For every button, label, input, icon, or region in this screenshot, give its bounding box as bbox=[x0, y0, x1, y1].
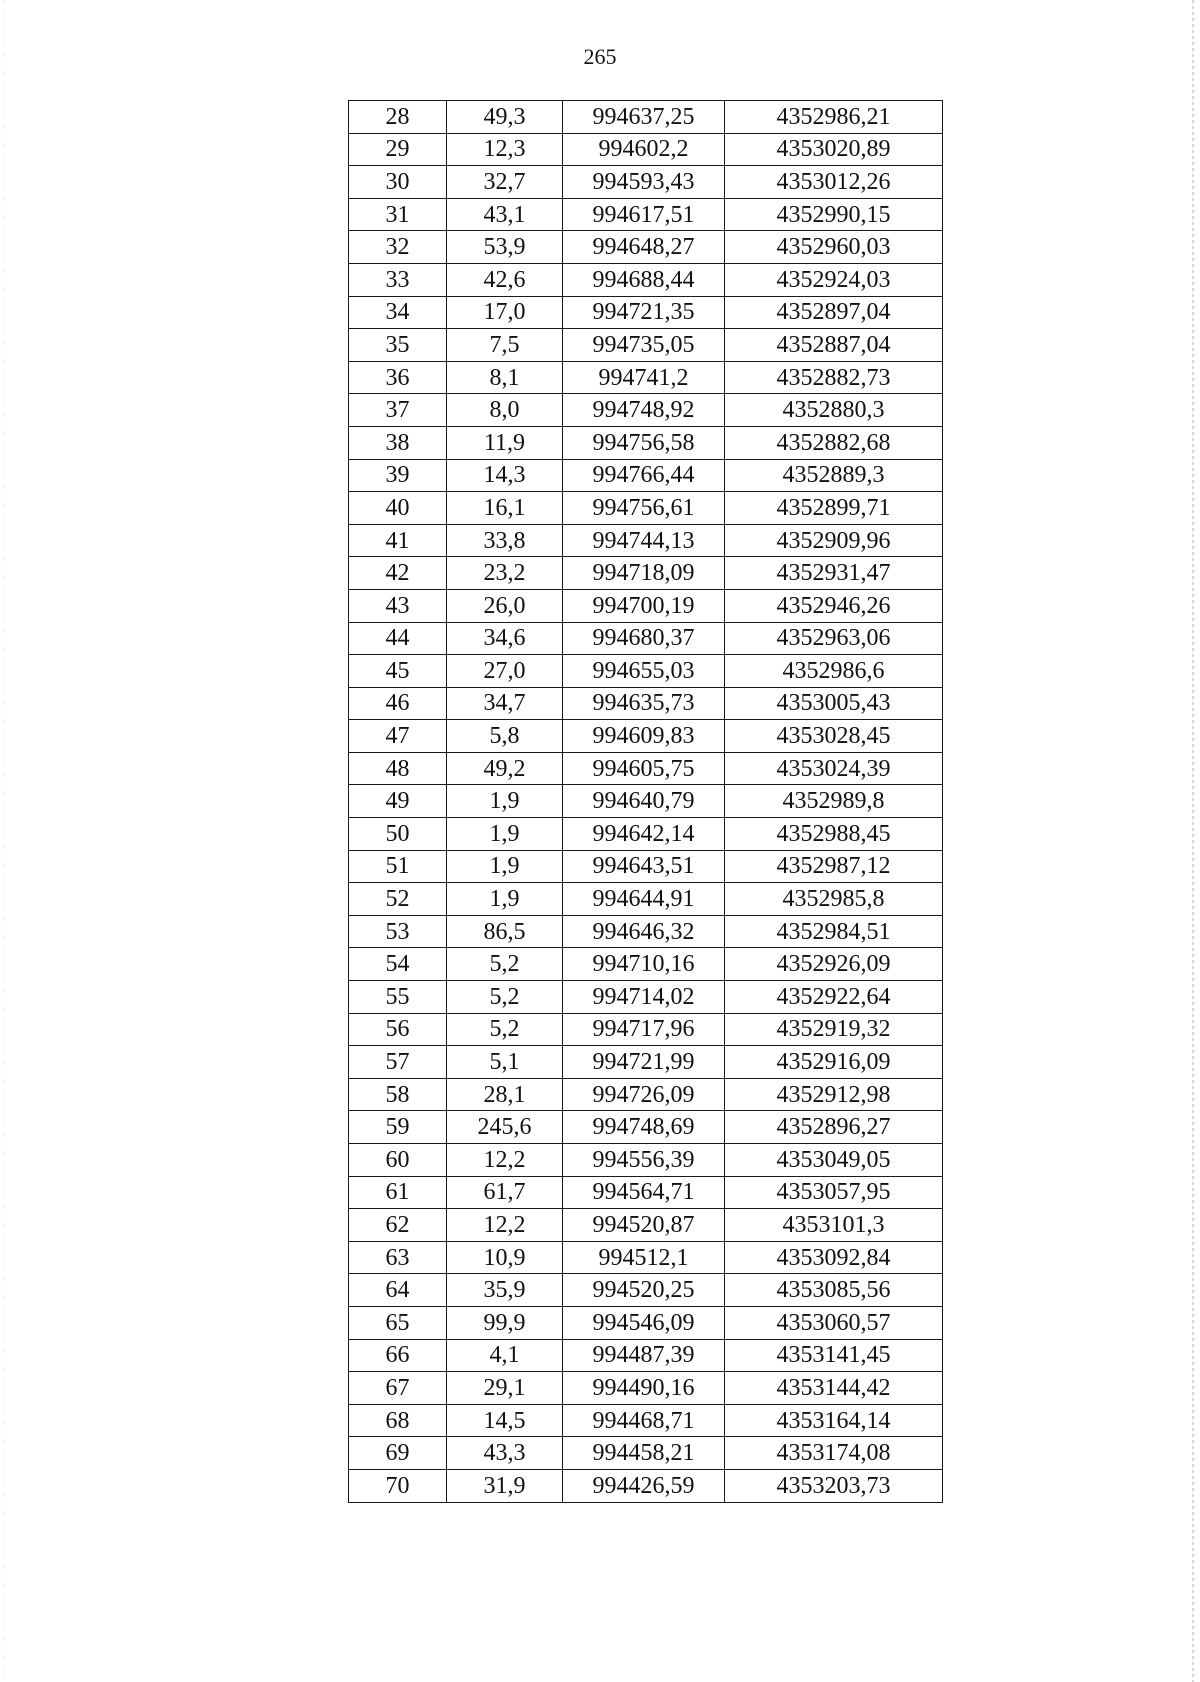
y-coordinate-cell: 4352889,3 bbox=[725, 459, 943, 492]
y-coordinate-cell: 4353141,45 bbox=[725, 1339, 943, 1372]
segment-length-cell: 5,2 bbox=[447, 1013, 563, 1046]
y-coordinate-cell: 4353024,39 bbox=[725, 752, 943, 785]
x-coordinate-cell: 994643,51 bbox=[563, 850, 725, 883]
segment-length-cell: 5,8 bbox=[447, 720, 563, 753]
segment-length-cell: 11,9 bbox=[447, 426, 563, 459]
point-number-cell: 51 bbox=[349, 850, 447, 883]
x-coordinate-cell: 994710,16 bbox=[563, 948, 725, 981]
x-coordinate-cell: 994487,39 bbox=[563, 1339, 725, 1372]
x-coordinate-cell: 994756,61 bbox=[563, 492, 725, 525]
point-number-cell: 54 bbox=[349, 948, 447, 981]
table-row bbox=[349, 720, 943, 753]
x-coordinate-cell: 994605,75 bbox=[563, 752, 725, 785]
y-coordinate-cell: 4352899,71 bbox=[725, 492, 943, 525]
table-row bbox=[349, 524, 943, 557]
point-number-cell: 36 bbox=[349, 361, 447, 394]
point-number-cell: 34 bbox=[349, 296, 447, 329]
segment-length-cell: 31,9 bbox=[447, 1469, 563, 1502]
y-coordinate-cell: 4352963,06 bbox=[725, 622, 943, 655]
segment-length-cell: 10,9 bbox=[447, 1241, 563, 1274]
table-row bbox=[349, 1078, 943, 1111]
segment-length-cell: 1,9 bbox=[447, 785, 563, 818]
segment-length-cell: 12,2 bbox=[447, 1144, 563, 1177]
table-row bbox=[349, 426, 943, 459]
x-coordinate-cell: 994648,27 bbox=[563, 231, 725, 264]
segment-length-cell: 42,6 bbox=[447, 263, 563, 296]
segment-length-cell: 35,9 bbox=[447, 1274, 563, 1307]
y-coordinate-cell: 4352896,27 bbox=[725, 1111, 943, 1144]
table-row bbox=[349, 850, 943, 883]
segment-length-cell: 28,1 bbox=[447, 1078, 563, 1111]
x-coordinate-cell: 994617,51 bbox=[563, 198, 725, 231]
table-row bbox=[349, 948, 943, 981]
point-number-cell: 39 bbox=[349, 459, 447, 492]
point-number-cell: 28 bbox=[349, 101, 447, 134]
point-number-cell: 40 bbox=[349, 492, 447, 525]
y-coordinate-cell: 4353101,3 bbox=[725, 1209, 943, 1242]
segment-length-cell: 33,8 bbox=[447, 524, 563, 557]
y-coordinate-cell: 4352926,09 bbox=[725, 948, 943, 981]
y-coordinate-cell: 4353174,08 bbox=[725, 1437, 943, 1470]
table-row bbox=[349, 1339, 943, 1372]
y-coordinate-cell: 4352882,68 bbox=[725, 426, 943, 459]
point-number-cell: 47 bbox=[349, 720, 447, 753]
x-coordinate-cell: 994756,58 bbox=[563, 426, 725, 459]
segment-length-cell: 5,2 bbox=[447, 948, 563, 981]
x-coordinate-cell: 994718,09 bbox=[563, 557, 725, 590]
y-coordinate-cell: 4353012,26 bbox=[725, 166, 943, 199]
segment-length-cell: 8,0 bbox=[447, 394, 563, 427]
segment-length-cell: 29,1 bbox=[447, 1372, 563, 1405]
segment-length-cell: 61,7 bbox=[447, 1176, 563, 1209]
segment-length-cell: 1,9 bbox=[447, 818, 563, 851]
table-row bbox=[349, 1013, 943, 1046]
point-number-cell: 44 bbox=[349, 622, 447, 655]
table-row bbox=[349, 1437, 943, 1470]
x-coordinate-cell: 994458,21 bbox=[563, 1437, 725, 1470]
point-number-cell: 32 bbox=[349, 231, 447, 264]
point-number-cell: 45 bbox=[349, 655, 447, 688]
coordinates-table-container bbox=[348, 100, 942, 1503]
y-coordinate-cell: 4353203,73 bbox=[725, 1469, 943, 1502]
segment-length-cell: 32,7 bbox=[447, 166, 563, 199]
point-number-cell: 63 bbox=[349, 1241, 447, 1274]
table-row bbox=[349, 1469, 943, 1502]
x-coordinate-cell: 994655,03 bbox=[563, 655, 725, 688]
segment-length-cell: 17,0 bbox=[447, 296, 563, 329]
y-coordinate-cell: 4352931,47 bbox=[725, 557, 943, 590]
point-number-cell: 29 bbox=[349, 133, 447, 166]
table-row bbox=[349, 1372, 943, 1405]
point-number-cell: 68 bbox=[349, 1404, 447, 1437]
x-coordinate-cell: 994748,92 bbox=[563, 394, 725, 427]
segment-length-cell: 27,0 bbox=[447, 655, 563, 688]
point-number-cell: 57 bbox=[349, 1046, 447, 1079]
y-coordinate-cell: 4352989,8 bbox=[725, 785, 943, 818]
point-number-cell: 64 bbox=[349, 1274, 447, 1307]
table-row bbox=[349, 101, 943, 134]
x-coordinate-cell: 994556,39 bbox=[563, 1144, 725, 1177]
point-number-cell: 55 bbox=[349, 981, 447, 1014]
x-coordinate-cell: 994688,44 bbox=[563, 263, 725, 296]
table-row bbox=[349, 198, 943, 231]
point-number-cell: 58 bbox=[349, 1078, 447, 1111]
table-row bbox=[349, 981, 943, 1014]
y-coordinate-cell: 4352986,21 bbox=[725, 101, 943, 134]
table-row bbox=[349, 1111, 943, 1144]
x-coordinate-cell: 994564,71 bbox=[563, 1176, 725, 1209]
segment-length-cell: 5,2 bbox=[447, 981, 563, 1014]
table-row bbox=[349, 1404, 943, 1437]
x-coordinate-cell: 994741,2 bbox=[563, 361, 725, 394]
x-coordinate-cell: 994744,13 bbox=[563, 524, 725, 557]
y-coordinate-cell: 4352916,09 bbox=[725, 1046, 943, 1079]
segment-length-cell: 26,0 bbox=[447, 589, 563, 622]
point-number-cell: 37 bbox=[349, 394, 447, 427]
table-row bbox=[349, 818, 943, 851]
table-row bbox=[349, 883, 943, 916]
segment-length-cell: 16,1 bbox=[447, 492, 563, 525]
x-coordinate-cell: 994546,09 bbox=[563, 1306, 725, 1339]
y-coordinate-cell: 4352984,51 bbox=[725, 915, 943, 948]
y-coordinate-cell: 4352988,45 bbox=[725, 818, 943, 851]
point-number-cell: 61 bbox=[349, 1176, 447, 1209]
y-coordinate-cell: 4353092,84 bbox=[725, 1241, 943, 1274]
segment-length-cell: 34,7 bbox=[447, 687, 563, 720]
y-coordinate-cell: 4352912,98 bbox=[725, 1078, 943, 1111]
table-row bbox=[349, 1176, 943, 1209]
table-row bbox=[349, 394, 943, 427]
x-coordinate-cell: 994640,79 bbox=[563, 785, 725, 818]
table-row bbox=[349, 1046, 943, 1079]
table-row bbox=[349, 785, 943, 818]
coordinates-table-body bbox=[349, 101, 943, 1503]
x-coordinate-cell: 994644,91 bbox=[563, 883, 725, 916]
y-coordinate-cell: 4353085,56 bbox=[725, 1274, 943, 1307]
segment-length-cell: 12,2 bbox=[447, 1209, 563, 1242]
y-coordinate-cell: 4352882,73 bbox=[725, 361, 943, 394]
x-coordinate-cell: 994700,19 bbox=[563, 589, 725, 622]
x-coordinate-cell: 994642,14 bbox=[563, 818, 725, 851]
point-number-cell: 35 bbox=[349, 329, 447, 362]
table-row bbox=[349, 1241, 943, 1274]
x-coordinate-cell: 994766,44 bbox=[563, 459, 725, 492]
y-coordinate-cell: 4353049,05 bbox=[725, 1144, 943, 1177]
point-number-cell: 53 bbox=[349, 915, 447, 948]
y-coordinate-cell: 4353020,89 bbox=[725, 133, 943, 166]
coordinates-table bbox=[348, 100, 943, 1503]
table-row bbox=[349, 329, 943, 362]
x-coordinate-cell: 994637,25 bbox=[563, 101, 725, 134]
y-coordinate-cell: 4352922,64 bbox=[725, 981, 943, 1014]
point-number-cell: 41 bbox=[349, 524, 447, 557]
point-number-cell: 66 bbox=[349, 1339, 447, 1372]
x-coordinate-cell: 994748,69 bbox=[563, 1111, 725, 1144]
y-coordinate-cell: 4353060,57 bbox=[725, 1306, 943, 1339]
y-coordinate-cell: 4353005,43 bbox=[725, 687, 943, 720]
table-row bbox=[349, 263, 943, 296]
segment-length-cell: 1,9 bbox=[447, 850, 563, 883]
x-coordinate-cell: 994512,1 bbox=[563, 1241, 725, 1274]
segment-length-cell: 53,9 bbox=[447, 231, 563, 264]
table-row bbox=[349, 589, 943, 622]
table-row bbox=[349, 459, 943, 492]
y-coordinate-cell: 4353028,45 bbox=[725, 720, 943, 753]
x-coordinate-cell: 994490,16 bbox=[563, 1372, 725, 1405]
segment-length-cell: 49,3 bbox=[447, 101, 563, 134]
point-number-cell: 50 bbox=[349, 818, 447, 851]
x-coordinate-cell: 994717,96 bbox=[563, 1013, 725, 1046]
x-coordinate-cell: 994721,35 bbox=[563, 296, 725, 329]
segment-length-cell: 14,3 bbox=[447, 459, 563, 492]
point-number-cell: 62 bbox=[349, 1209, 447, 1242]
point-number-cell: 69 bbox=[349, 1437, 447, 1470]
y-coordinate-cell: 4352909,96 bbox=[725, 524, 943, 557]
point-number-cell: 49 bbox=[349, 785, 447, 818]
table-row bbox=[349, 231, 943, 264]
x-coordinate-cell: 994468,71 bbox=[563, 1404, 725, 1437]
segment-length-cell: 86,5 bbox=[447, 915, 563, 948]
segment-length-cell: 8,1 bbox=[447, 361, 563, 394]
scan-edge-right bbox=[1192, 0, 1194, 1682]
point-number-cell: 31 bbox=[349, 198, 447, 231]
page-number: 265 bbox=[583, 44, 617, 69]
point-number-cell: 65 bbox=[349, 1306, 447, 1339]
table-row bbox=[349, 687, 943, 720]
x-coordinate-cell: 994735,05 bbox=[563, 329, 725, 362]
point-number-cell: 59 bbox=[349, 1111, 447, 1144]
x-coordinate-cell: 994680,37 bbox=[563, 622, 725, 655]
segment-length-cell: 4,1 bbox=[447, 1339, 563, 1372]
x-coordinate-cell: 994714,02 bbox=[563, 981, 725, 1014]
x-coordinate-cell: 994426,59 bbox=[563, 1469, 725, 1502]
y-coordinate-cell: 4352880,3 bbox=[725, 394, 943, 427]
table-row bbox=[349, 133, 943, 166]
table-row bbox=[349, 1209, 943, 1242]
segment-length-cell: 49,2 bbox=[447, 752, 563, 785]
segment-length-cell: 7,5 bbox=[447, 329, 563, 362]
table-row bbox=[349, 166, 943, 199]
x-coordinate-cell: 994609,83 bbox=[563, 720, 725, 753]
x-coordinate-cell: 994520,25 bbox=[563, 1274, 725, 1307]
segment-length-cell: 5,1 bbox=[447, 1046, 563, 1079]
y-coordinate-cell: 4353164,14 bbox=[725, 1404, 943, 1437]
point-number-cell: 56 bbox=[349, 1013, 447, 1046]
segment-length-cell: 12,3 bbox=[447, 133, 563, 166]
point-number-cell: 60 bbox=[349, 1144, 447, 1177]
y-coordinate-cell: 4352897,04 bbox=[725, 296, 943, 329]
y-coordinate-cell: 4352919,32 bbox=[725, 1013, 943, 1046]
x-coordinate-cell: 994593,43 bbox=[563, 166, 725, 199]
table-row bbox=[349, 655, 943, 688]
table-row bbox=[349, 1306, 943, 1339]
y-coordinate-cell: 4352986,6 bbox=[725, 655, 943, 688]
y-coordinate-cell: 4353144,42 bbox=[725, 1372, 943, 1405]
segment-length-cell: 1,9 bbox=[447, 883, 563, 916]
table-row bbox=[349, 361, 943, 394]
table-row bbox=[349, 1144, 943, 1177]
x-coordinate-cell: 994726,09 bbox=[563, 1078, 725, 1111]
segment-length-cell: 43,3 bbox=[447, 1437, 563, 1470]
table-row bbox=[349, 752, 943, 785]
x-coordinate-cell: 994520,87 bbox=[563, 1209, 725, 1242]
x-coordinate-cell: 994646,32 bbox=[563, 915, 725, 948]
point-number-cell: 48 bbox=[349, 752, 447, 785]
point-number-cell: 70 bbox=[349, 1469, 447, 1502]
segment-length-cell: 43,1 bbox=[447, 198, 563, 231]
point-number-cell: 67 bbox=[349, 1372, 447, 1405]
y-coordinate-cell: 4352887,04 bbox=[725, 329, 943, 362]
y-coordinate-cell: 4353057,95 bbox=[725, 1176, 943, 1209]
segment-length-cell: 34,6 bbox=[447, 622, 563, 655]
table-row bbox=[349, 915, 943, 948]
segment-length-cell: 23,2 bbox=[447, 557, 563, 590]
table-row bbox=[349, 492, 943, 525]
table-row bbox=[349, 557, 943, 590]
table-row bbox=[349, 1274, 943, 1307]
segment-length-cell: 14,5 bbox=[447, 1404, 563, 1437]
segment-length-cell: 245,6 bbox=[447, 1111, 563, 1144]
x-coordinate-cell: 994602,2 bbox=[563, 133, 725, 166]
point-number-cell: 46 bbox=[349, 687, 447, 720]
point-number-cell: 38 bbox=[349, 426, 447, 459]
segment-length-cell: 99,9 bbox=[447, 1306, 563, 1339]
point-number-cell: 30 bbox=[349, 166, 447, 199]
point-number-cell: 52 bbox=[349, 883, 447, 916]
scan-edge-left bbox=[4, 0, 5, 1682]
point-number-cell: 33 bbox=[349, 263, 447, 296]
x-coordinate-cell: 994721,99 bbox=[563, 1046, 725, 1079]
y-coordinate-cell: 4352987,12 bbox=[725, 850, 943, 883]
y-coordinate-cell: 4352990,15 bbox=[725, 198, 943, 231]
table-row bbox=[349, 296, 943, 329]
y-coordinate-cell: 4352924,03 bbox=[725, 263, 943, 296]
y-coordinate-cell: 4352985,8 bbox=[725, 883, 943, 916]
table-row bbox=[349, 622, 943, 655]
y-coordinate-cell: 4352946,26 bbox=[725, 589, 943, 622]
point-number-cell: 43 bbox=[349, 589, 447, 622]
x-coordinate-cell: 994635,73 bbox=[563, 687, 725, 720]
y-coordinate-cell: 4352960,03 bbox=[725, 231, 943, 264]
point-number-cell: 42 bbox=[349, 557, 447, 590]
